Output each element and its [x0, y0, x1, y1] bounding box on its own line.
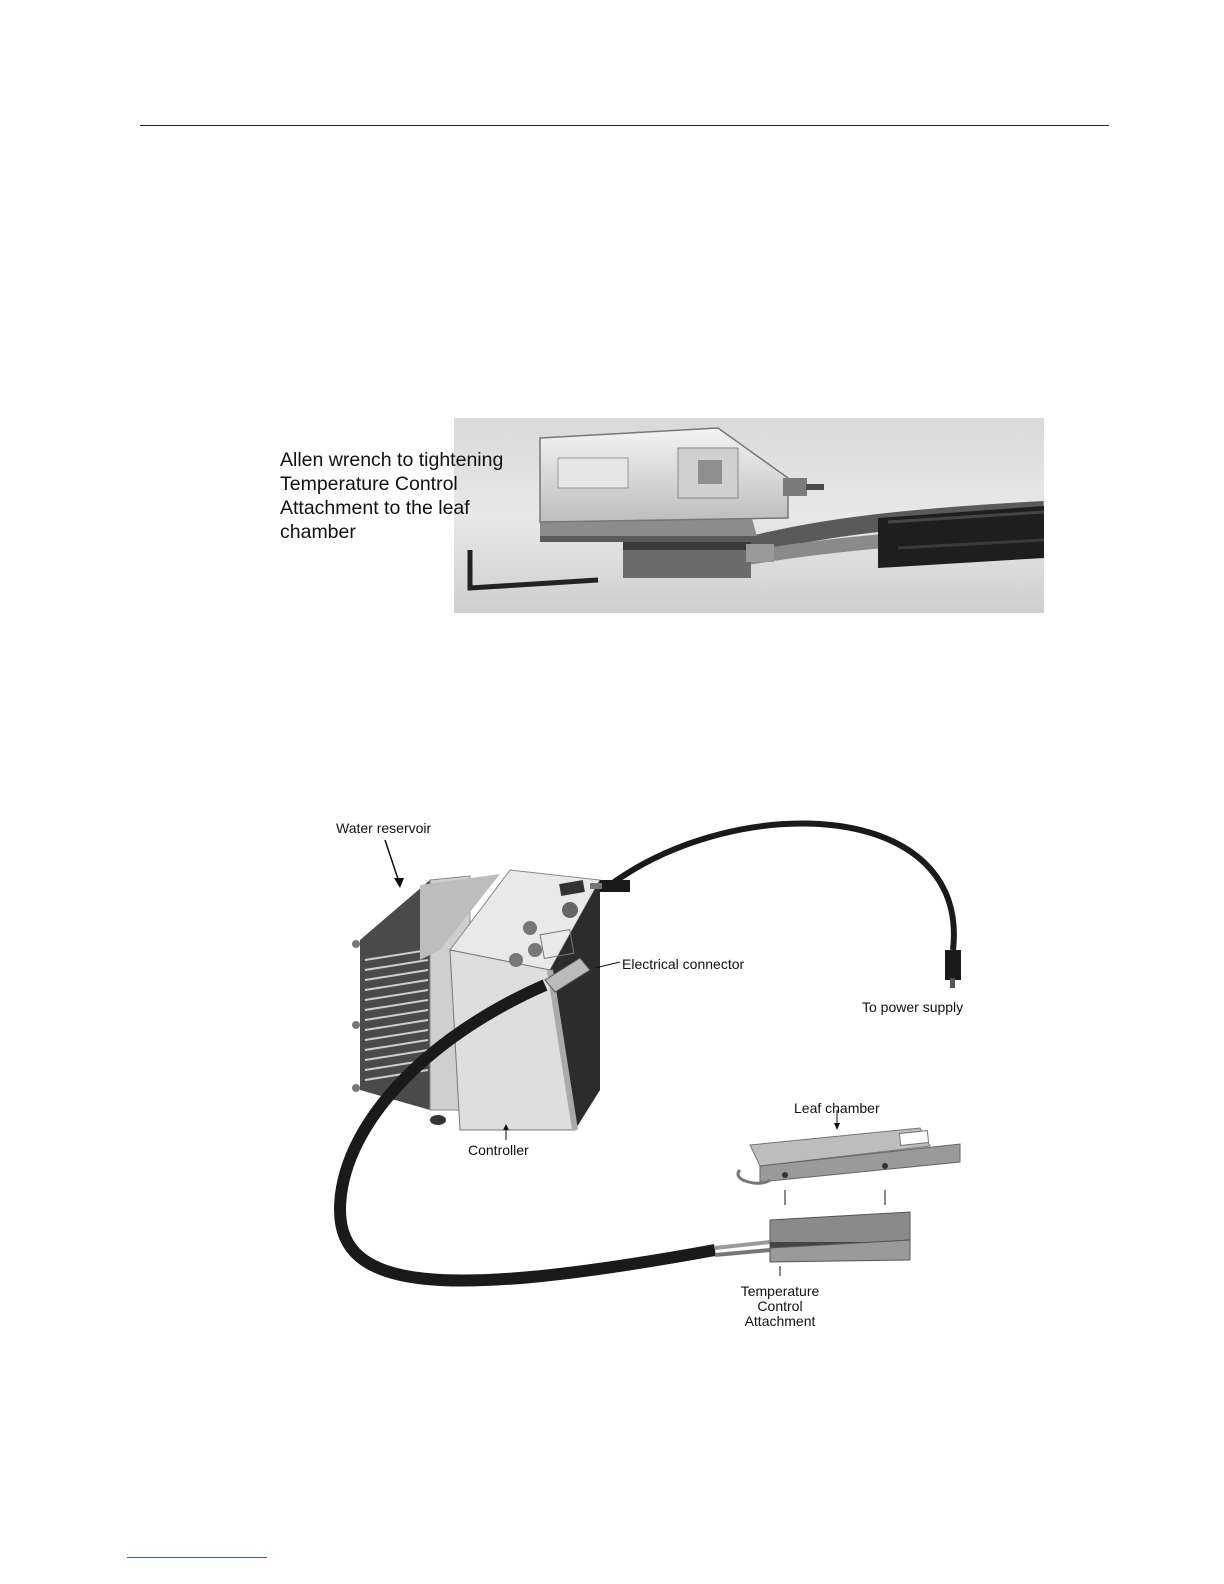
photo-caption: Allen wrench to tightening Temperature Control Attachment to the leaf chamber	[280, 449, 504, 543]
label-controller: Controller	[468, 1142, 529, 1158]
footer-rule	[127, 1557, 267, 1558]
label-leaf-chamber: Leaf chamber	[794, 1100, 880, 1116]
label-temperature-control-attachment: Temperature Control Attachment	[740, 1283, 820, 1329]
photo-figure	[278, 418, 1044, 613]
controller-diagram	[320, 810, 1020, 1330]
label-electrical-connector: Electrical connector	[622, 956, 745, 972]
label-to-power-supply: To power supply	[862, 999, 964, 1015]
header-rule	[140, 125, 1109, 126]
label-water-reservoir: Water reservoir	[336, 820, 432, 836]
system-diagram	[320, 810, 1020, 1330]
